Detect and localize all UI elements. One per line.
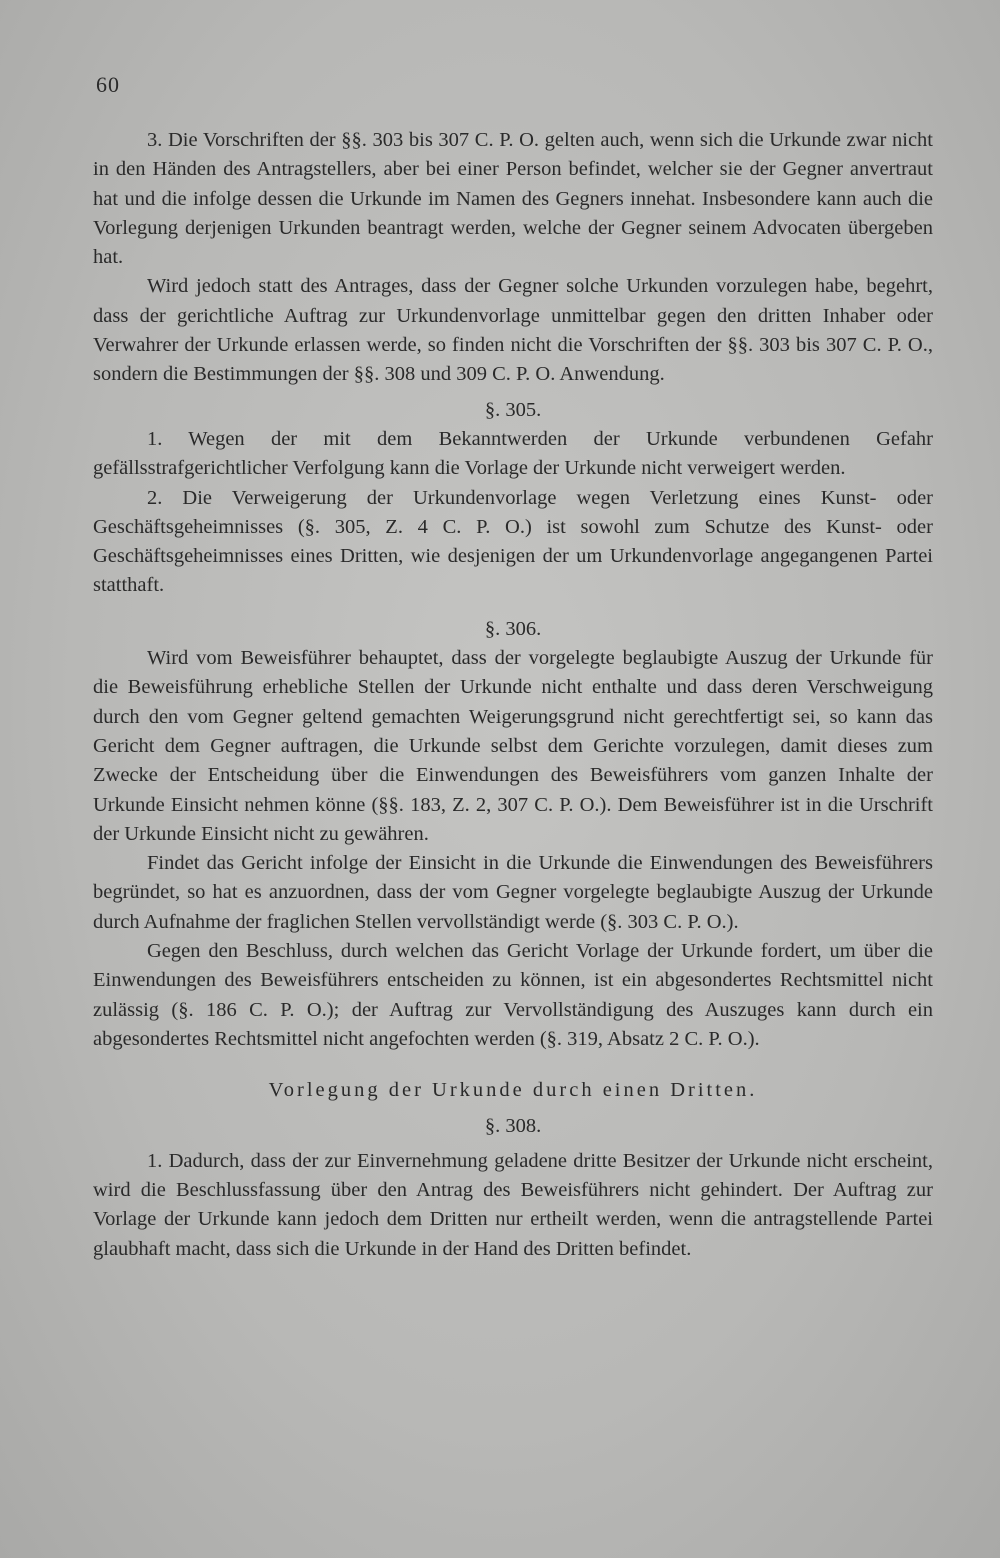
paragraph-306-2: Findet das Gericht infolge der Einsicht in die Urkunde die Einwendungen des Beweisführers begründet, so hat es anzuordnen, dass der vom Gegner vorgelegte beglaubigte Auszug der Urkunde durch Aufnahme der fraglichen Stellen vervollständigt werde (§. 303 C. P. O.).: [93, 852, 933, 933]
section-heading-305: §. 305.: [484, 398, 542, 421]
paragraph-306-3: Gegen den Beschluss, durch welchen das Gericht Vorlage der Urkunde fordert, um über die Einwendungen des Beweisführers entscheiden zu können, ist ein abgesondertes Rechtsmittel nicht zulässig (§. 186 C. P. O.); der Auftrag zur Vervollständigung des Auszuges kann durch ein abgesondertes Rechtsmittel nicht angefochten werden (§. 319, Absatz 2 C. P. O.).: [93, 940, 933, 1050]
paragraph-305-2: 2. Die Verweigerung der Urkundenvorlage wegen Verletzung eines Kunst- oder Geschäftsgeheimnisses (§. 305, Z. 4 C. P. O.) ist sowohl zum Schutze des Kunst- oder Geschäftsgeheimnisses eines Dritten, wie desjenigen der um Urkundenvorlage angegangenen Partei statthaft.: [93, 486, 933, 597]
paragraph-wird-jedoch: Wird jedoch statt des Antrages, dass der Gegner solche Urkunden vorzulegen habe, begehrt, dass der gerichtliche Auftrag zur Urkundenvorlage unmittelbar gegen den dritten Inhaber oder Verwahrer der Urkunde erlassen werde, so finden nicht die Vorschriften der §§. 303 bis 307 C. P. O., sondern die Bestimmungen der §§. 308 und 309 C. P. O. Anwendung.: [93, 275, 933, 386]
paragraph-3-vorschriften: 3. Die Vorschriften der §§. 303 bis 307 C. P. O. gelten auch, wenn sich die Urkunde zwar nicht in den Händen des Antragstellers, aber bei einer Person befindet, welcher sie der Gegner anvertraut hat und die infolge dessen die Urkunde im Namen des Gegners innehat. Insbesondere kann auch die Vorlegung derjenigen Urkunden beantragt werden, welche der Gegner seinem Advocaten übergeben hat.: [93, 129, 933, 269]
section-heading-306: §. 306.: [484, 617, 542, 640]
page-text-body: [93, 126, 933, 1264]
section-heading-308: §. 308.: [484, 1114, 542, 1137]
section-title-vorlegung: Vorlegung der Urkunde durch einen Dritten.: [268, 1079, 758, 1102]
page-number: 60: [96, 72, 120, 97]
paragraph-308-1: 1. Dadurch, dass der zur Einvernehmung geladene dritte Besitzer der Urkunde nicht erscheint, wird die Beschlussfassung über den Antrag des Beweisführers nicht gehindert. Der Auftrag zur Vorlage der Urkunde kann jedoch dem Dritten nur ertheilt werden, wenn die antragstellende Partei glaubhaft macht, dass sich die Urkunde in der Hand des Dritten befindet.: [93, 1149, 933, 1260]
paragraph-305-1: 1. Wegen der mit dem Bekanntwerden der Urkunde verbundenen Gefahr gefällsstrafgerichtlicher Verfolgung kann die Vorlage der Urkunde nicht verweigert werden.: [93, 427, 933, 480]
paragraph-306-1: Wird vom Beweisführer behauptet, dass der vorgelegte beglaubigte Auszug der Urkunde für die Beweisführung erhebliche Stellen der Urkunde nicht enthalte und dass deren Verschweigung durch den vom Gegner geltend gemachten Weigerungsgrund nicht gerechtfertigt sei, so kann das Gericht dem Gegner auftragen, die Urkunde selbst dem Gerichte vorzulegen, damit dieses zum Zwecke der Entscheidung über die Einwendungen des Beweisführers vom ganzen Inhalte der Urkunde Einsicht nehmen könne (§§. 183, Z. 2, 307 C. P. O.). Dem Beweisführer ist in die Urschrift der Urkunde Einsicht nicht zu gewähren.: [93, 647, 933, 845]
